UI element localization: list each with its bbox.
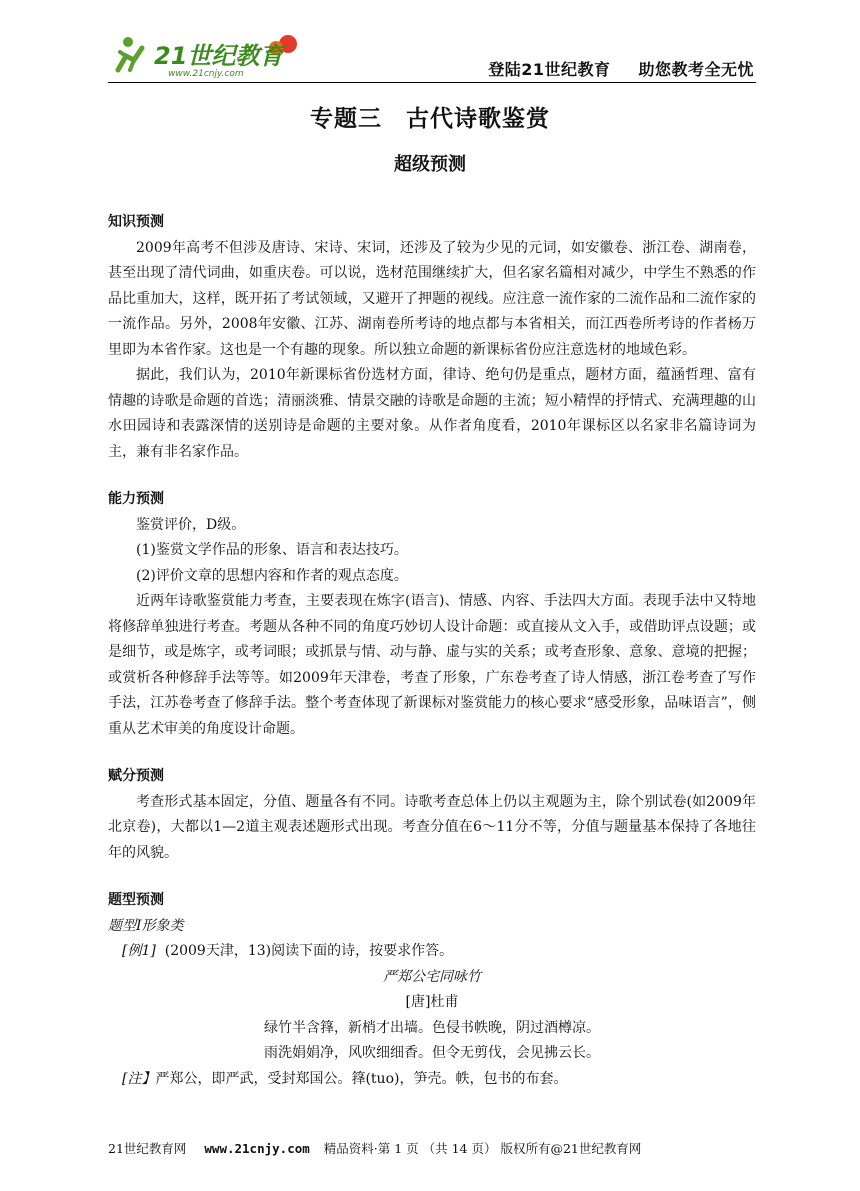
question-type-label: 题型Ⅰ形象类 xyxy=(108,917,184,934)
note-tag: [注】 xyxy=(122,1070,156,1087)
example-text: (2009天津，13)阅读下面的诗，按要求作答。 xyxy=(164,943,454,959)
header-divider xyxy=(108,82,756,83)
document-body xyxy=(108,210,756,1092)
example-tag: [例1] xyxy=(122,943,156,959)
section-heading-score: 赋分预测 xyxy=(108,768,164,784)
slogan-right: 助您教考全无忧 xyxy=(638,60,754,79)
svg-text:21世纪教育: 21世纪教育 xyxy=(154,42,284,70)
page-footer xyxy=(108,1139,756,1157)
note-text: 严郑公，即严武，受封郑国公。箨(tuo)，笋壳。帙，包书的布套。 xyxy=(155,1070,568,1087)
poem-title: 严郑公宅同咏竹 xyxy=(383,968,481,985)
paragraph: 鉴赏评价，D级。 xyxy=(136,516,246,533)
paragraph: 据此，我们认为，2010年新课标省份选材方面，律诗、绝句仍是重点，题材方面，蕴涵哲理、富有情趣的诗歌是命题的首选；清丽淡雅、情景交融的诗歌是命题的主流；短小精悍的抒情式、充满理趣的山水田园诗和表露深情的送别诗是命题的主要对象。从作者角度看，2010年课标区以名家非名篇诗词为主，兼有非名家作品。 xyxy=(108,367,756,460)
paragraph: 2009年高考不但涉及唐诗、宋诗、宋词，还涉及了较为少见的元词，如安徽卷、浙江卷、湖南卷，甚至出现了清代词曲，如重庆卷。可以说，选材范围继续扩大，但名家名篇相对减少，中学生不熟悉的作品比重加大，这样，既开拓了考试领域，又避开了押题的视线。应注意一流作家的二流作品和二流作家的一流作品。另外，2008年安徽、江苏、湖南卷所考诗的地点都与本省相关，而江西卷所考诗的作者杨万里即为本省作家。这也是一个有趣的现象。所以独立命题的新课标省份应注意选材的地域色彩。 xyxy=(108,239,756,358)
footer-site: 21世纪教育网 xyxy=(108,1141,187,1156)
paragraph: (1)鉴赏文学作品的形象、语言和表达技巧。 xyxy=(136,542,408,558)
section-heading-knowledge: 知识预测 xyxy=(108,214,164,230)
paragraph: (2)评价文章的思想内容和作者的观点态度。 xyxy=(136,567,408,584)
section-heading-ability: 能力预测 xyxy=(108,491,164,507)
section-heading-type: 题型预测 xyxy=(108,892,164,908)
poem-note xyxy=(108,1067,756,1093)
runner-icon xyxy=(118,37,142,70)
svg-text:www.21cnjy.com: www.21cnjy.com xyxy=(168,69,244,79)
footer-info: 精品资料·第 1 页 （共 14 页） 版权所有@21世纪教育网 xyxy=(323,1141,642,1156)
poem-line: 雨洗娟娟净，风吹细细香。但令无剪伐，会见拂云长。 xyxy=(264,1045,600,1061)
page-title: 专题三 古代诗歌鉴赏 xyxy=(310,106,550,132)
page-subtitle: 超级预测 xyxy=(394,154,466,175)
poem-author: [唐]杜甫 xyxy=(405,994,459,1010)
header-slogan xyxy=(488,57,754,80)
site-logo xyxy=(108,30,308,80)
paragraph: 考查形式基本固定，分值、题量各有不同。诗歌考查总体上仍以主观题为主，除个别试卷(如2009年北京卷)，大都以1—2道主观表述题形式出现。考查分值在6～11分不等，分值与题量基本保持了各地往年的风貌。 xyxy=(108,793,756,861)
slogan-left: 登陆21世纪教育 xyxy=(488,60,611,79)
page-header xyxy=(108,30,756,82)
footer-url-link[interactable]: www.21cnjy.com xyxy=(204,1141,310,1156)
example-question xyxy=(108,939,756,965)
paragraph: 近两年诗歌鉴赏能力考查，主要表现在炼字(语言)、情感、内容、手法四大方面。表现手法中又特地将修辞单独进行考查。考题从各种不同的角度巧妙切人设计命题：或直接从文入手，或借助评点设题；或是细节，或是炼字，或考词眼；或抓景与情、动与静、虚与实的关系；或考查形象、意象、意境的把握；或赏析各种修辞手法等等。如2009年天津卷，考查了形象，广东卷考查了诗人情感，浙江卷考查了写作手法，江苏卷考查了修辞手法。整个考查体现了新课标对鉴赏能力的核心要求“感受形象，品味语言”，侧重从艺术审美的角度设计命题。 xyxy=(108,593,756,737)
poem-line: 绿竹半含箨，新梢才出墙。色侵书帙晚，阴过酒樽凉。 xyxy=(264,1019,600,1036)
